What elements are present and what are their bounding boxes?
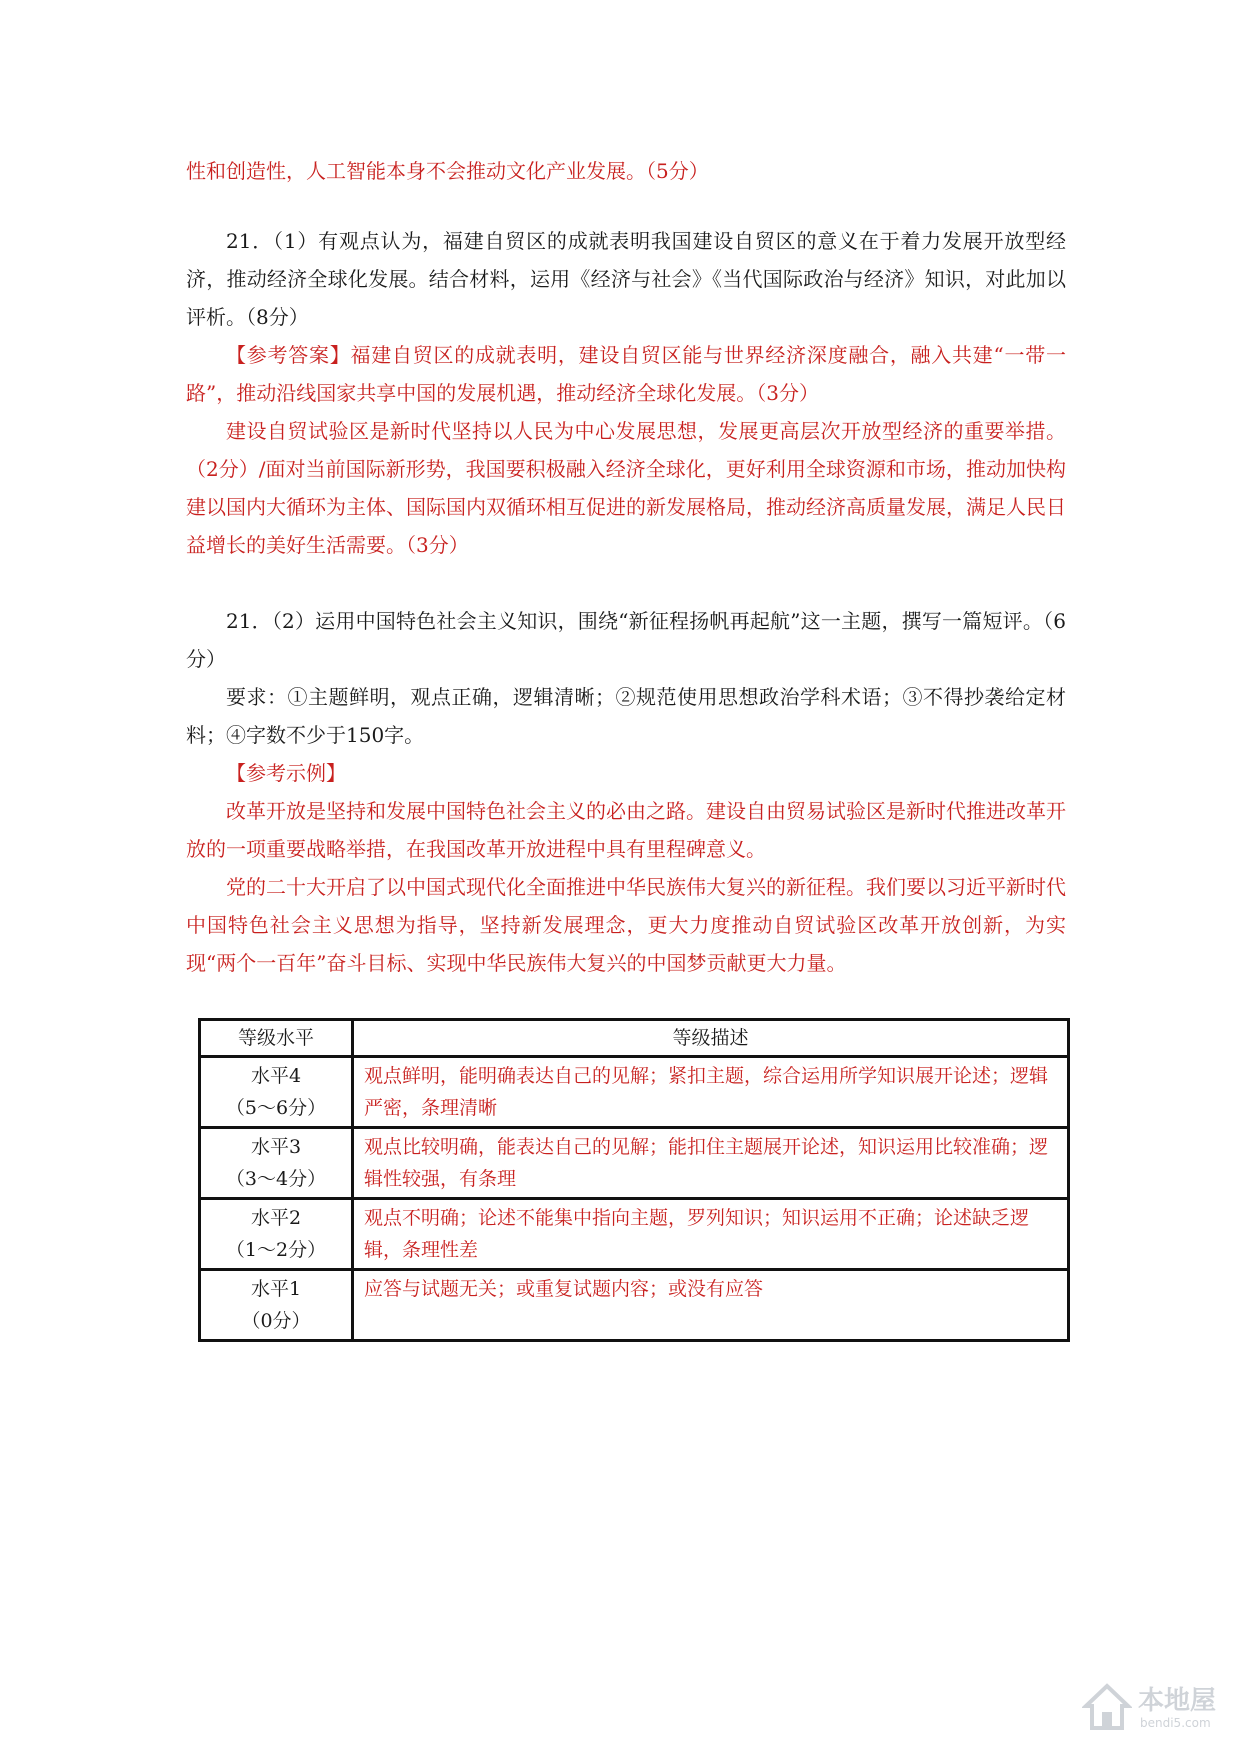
- grading-table: [198, 1018, 1070, 1342]
- level-description: 观点鲜明，能明确表达自己的见解；紧扣主题，综合运用所学知识展开论述；逻辑严密，条理清晰: [353, 1057, 1069, 1128]
- table-row: [200, 1128, 1069, 1199]
- level-name: 水平4: [250, 1065, 302, 1087]
- question-21-1: 21．（1）有观点认为，福建自贸区的成就表明我国建设自贸区的意义在于着力发展开放型经济，推动经济全球化发展。结合材料，运用《经济与社会》《当代国际政治与经济》知识，对此加以评析。（8分）: [186, 229, 1066, 329]
- question-21-2: 21．（2）运用中国特色社会主义知识，围绕“新征程扬帆再起航”这一主题，撰写一篇短评。（6分）: [186, 609, 1066, 671]
- level-cell: [200, 1057, 353, 1128]
- level-score: （0分）: [241, 1310, 311, 1332]
- answer-21-1-paragraph-1: [186, 336, 1066, 412]
- level-name: 水平2: [250, 1207, 302, 1229]
- example-paragraph-1: 改革开放是坚持和发展中国特色社会主义的必由之路。建设自由贸易试验区是新时代推进改革开放的一项重要战略举措，在我国改革开放进程中具有里程碑意义。: [186, 799, 1066, 861]
- answer-21-1-paragraph-2: 建设自贸试验区是新时代坚持以人民为中心发展思想，发展更高层次开放型经济的重要举措。（2分）/面对当前国际新形势，我国要积极融入经济全球化，更好利用全球资源和市场，推动加快构建以国内大循环为主体、国际国内双循环相互促进的新发展格局，推动经济高质量发展，满足人民日益增长的美好生活需要。（3分）: [186, 419, 1066, 557]
- watermark-name: 本地屋: [1138, 1686, 1217, 1716]
- level-score: （3～4分）: [225, 1168, 327, 1190]
- requirements: 要求：①主题鲜明，观点正确，逻辑清晰；②规范使用思想政治学科术语；③不得抄袭给定材料；④字数不少于150字。: [186, 685, 1066, 747]
- table-row: [200, 1199, 1069, 1270]
- answer-21-1-text-1: 福建自贸区的成就表明，建设自贸区能与世界经济深度融合，融入共建“一带一路”，推动沿线国家共享中国的发展机遇，推动经济全球化发展。（3分）: [186, 343, 1066, 405]
- table-row: [200, 1057, 1069, 1128]
- level-description: 观点不明确；论述不能集中指向主题，罗列知识；知识运用不正确；论述缺乏逻辑，条理性差: [353, 1199, 1069, 1270]
- level-name: 水平1: [250, 1278, 302, 1300]
- example-paragraph-2: 党的二十大开启了以中国式现代化全面推进中华民族伟大复兴的新征程。我们要以习近平新时代中国特色社会主义思想为指导，坚持新发展理念，更大力度推动自贸试验区改革开放创新，为实现“两个一百年”奋斗目标、实现中华民族伟大复兴的中国梦贡献更大力量。: [186, 875, 1066, 975]
- level-description: 应答与试题无关；或重复试题内容；或没有应答: [353, 1270, 1069, 1341]
- table-header-row: [200, 1020, 1069, 1057]
- house-icon: [1082, 1682, 1132, 1732]
- watermark-logo: [1082, 1678, 1232, 1738]
- watermark-url: bendi5.com: [1140, 1716, 1211, 1730]
- level-description: 观点比较明确，能表达自己的见解；能扣住主题展开论述，知识运用比较准确；逻辑性较强，有条理: [353, 1128, 1069, 1199]
- answer-label: 【参考答案】: [226, 343, 351, 367]
- level-cell: [200, 1270, 353, 1341]
- header-level: 等级水平: [200, 1020, 353, 1057]
- previous-answer-tail: 性和创造性，人工智能本身不会推动文化产业发展。（5分）: [186, 159, 709, 183]
- level-score: （5～6分）: [225, 1097, 327, 1119]
- level-cell: [200, 1128, 353, 1199]
- level-cell: [200, 1199, 353, 1270]
- table-row: [200, 1270, 1069, 1341]
- level-score: （1～2分）: [225, 1239, 327, 1261]
- example-label: 【参考示例】: [226, 761, 346, 785]
- header-description: 等级描述: [353, 1020, 1069, 1057]
- level-name: 水平3: [250, 1136, 302, 1158]
